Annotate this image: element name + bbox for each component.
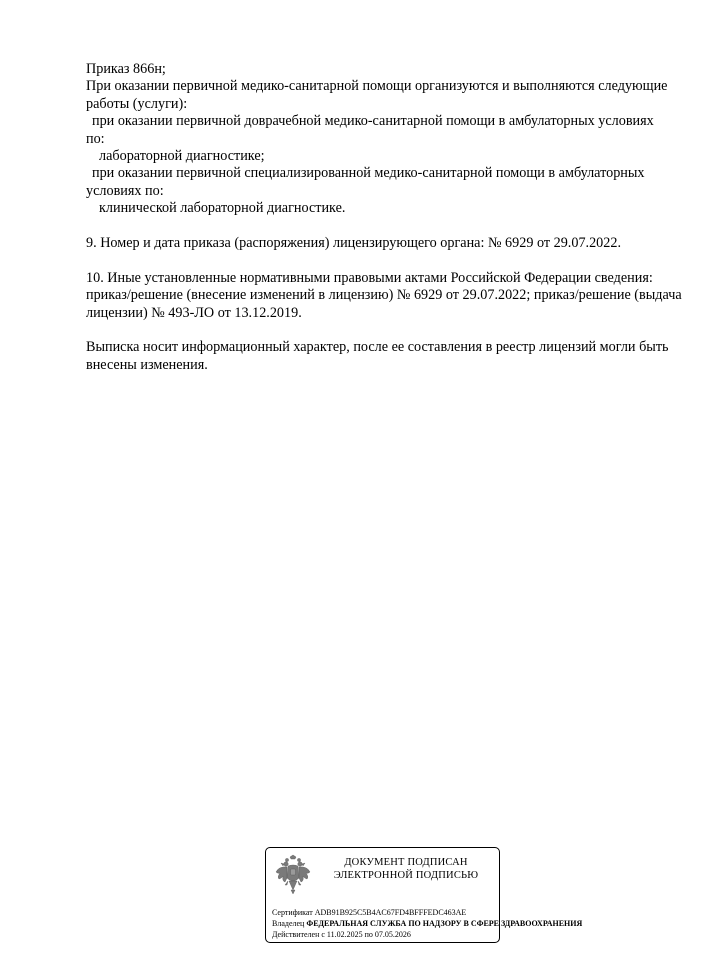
document-line: клинической лабораторной диагностике. [99, 200, 346, 217]
stamp-title-line-1: ДОКУМЕНТ ПОДПИСАН [344, 857, 468, 868]
owner-value: ФЕДЕРАЛЬНАЯ СЛУЖБА ПО НАДЗОРУ В СФЕРЕ ЗДРАВООХРАНЕНИЯ [306, 919, 583, 928]
valid-to: 07.05.2026 [374, 930, 411, 939]
document-line: при оказании первичной доврачебной медико-санитарной помощи в амбулаторных условиях [92, 113, 654, 130]
item-9-order-number: 9. Номер и дата приказа (распоряжения) лицензирующего органа: № 6929 от 29.07.2022. [86, 235, 622, 252]
electronic-signature-stamp [265, 847, 583, 943]
stamp-title-line-2: ЭЛЕКТРОННОЙ ПОДПИСЬЮ [333, 869, 479, 881]
valid-from: 11.02.2025 [326, 930, 363, 939]
certificate-line [272, 908, 466, 918]
document-line: При оказании первичной медико-санитарной помощи организуются и выполняются следующие [86, 78, 668, 95]
document-line: по: [86, 130, 105, 147]
document-line: работы (услуги): [86, 95, 188, 112]
document-line: лабораторной диагностике; [99, 148, 265, 165]
spacer [86, 322, 686, 339]
stamp-title [326, 857, 486, 882]
disclaimer-line: внесены изменения. [86, 356, 208, 373]
item-10-line: приказ/решение (внесение изменений в лицензию) № 6929 от 29.07.2022; приказ/решение (выдача [86, 287, 682, 304]
item-10-line: лицензии) № 493-ЛО от 13.12.2019. [86, 304, 302, 321]
certificate-label: Сертификат [272, 908, 313, 917]
double-headed-eagle-emblem-icon [274, 854, 312, 896]
valid-to-label: по [364, 930, 373, 939]
document-body [86, 61, 686, 374]
document-line: при оказании первичной специализированной медико-санитарной помощи в амбулаторных [92, 165, 645, 182]
spacer [86, 252, 686, 269]
validity-line [272, 930, 411, 940]
disclaimer-line: Выписка носит информационный характер, после ее составления в реестр лицензий могли быть [86, 339, 669, 356]
valid-label: Действителен с [272, 930, 325, 939]
document-line: условиях по: [86, 182, 164, 199]
item-10-line: 10. Иные установленные нормативными правовыми актами Российской Федерации сведения: [86, 269, 653, 286]
owner-line [272, 919, 582, 929]
spacer [86, 218, 686, 235]
document-line: Приказ 866н; [86, 61, 166, 77]
owner-label: Владелец [272, 919, 305, 928]
certificate-value: ADB91B925C5B4AC67FD4BFFFEDC463AE [314, 908, 467, 917]
